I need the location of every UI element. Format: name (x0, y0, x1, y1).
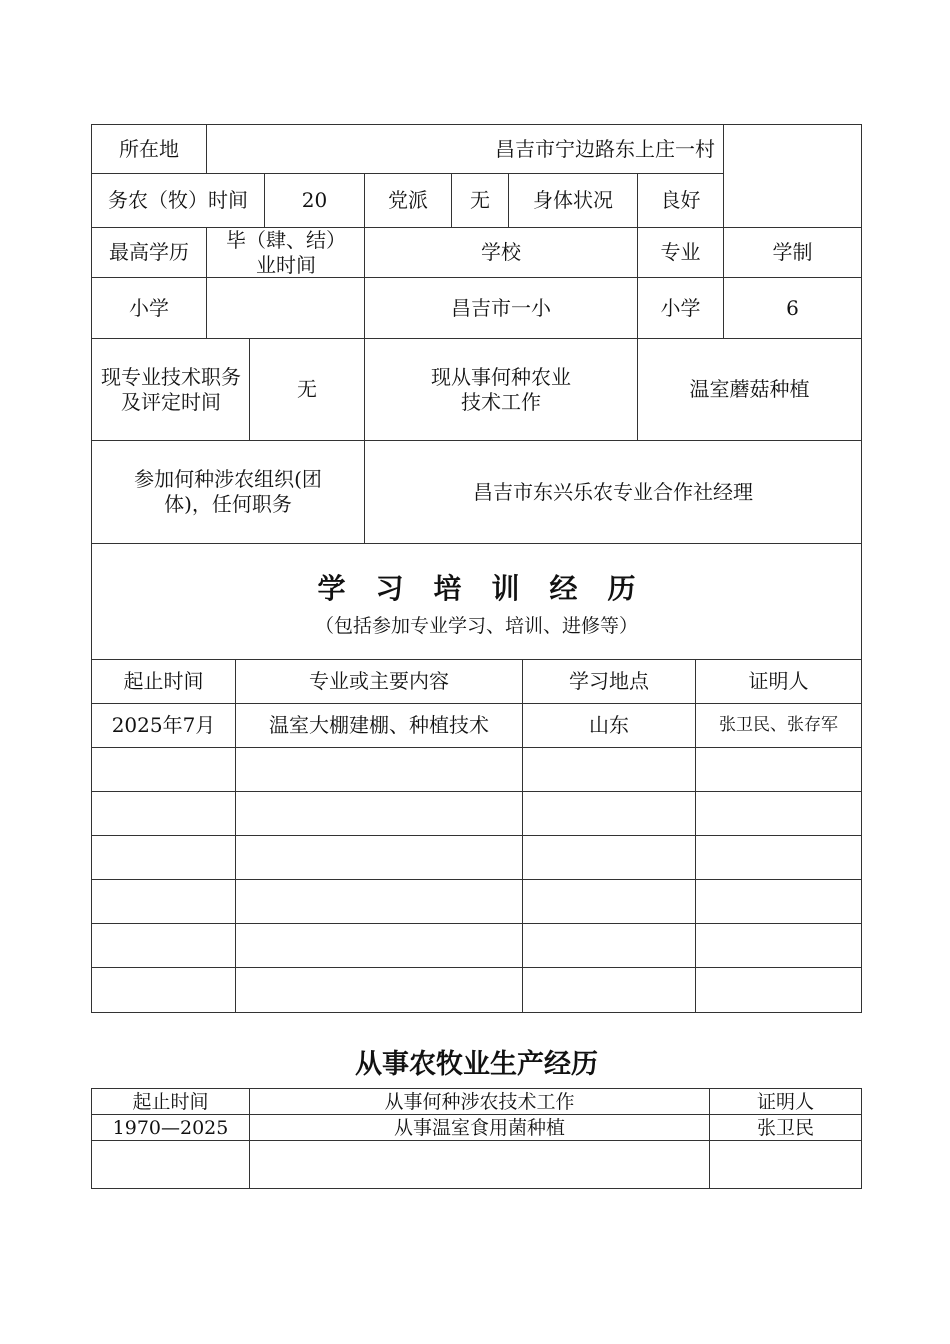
production-cell-period: 1970—2025 (112, 1116, 229, 1139)
organization-label: 参加何种涉农组织(团体)，任何职务 (134, 467, 322, 516)
professional-title-value: 无 (297, 377, 317, 401)
training-subtitle: （包括参加专业学习、培训、进修等） (314, 614, 638, 637)
current-work-value: 温室蘑菇种植 (689, 377, 810, 401)
graduation-time-value (207, 278, 364, 338)
health-label: 身体状况 (533, 188, 613, 212)
party-label: 党派 (388, 188, 428, 212)
education-value: 小学 (129, 295, 169, 320)
production-header-work: 从事何种涉农技术工作 (384, 1090, 575, 1113)
party-value: 无 (470, 188, 490, 212)
training-header-content: 专业或主要内容 (309, 669, 449, 693)
major-label: 专业 (660, 240, 701, 264)
school-label: 学校 (481, 240, 521, 264)
production-header-period: 起止时间 (132, 1090, 209, 1113)
location-value: 昌吉市宁边路东上庄一村 (495, 136, 715, 161)
farming-years-label: 务农（牧）时间 (108, 188, 248, 212)
production-cell-work: 从事温室食用菌种植 (393, 1116, 565, 1139)
current-work-label: 现从事何种农业技术工作 (431, 364, 571, 414)
training-cell-witness: 张卫民、张存军 (719, 715, 838, 735)
major-value: 小学 (660, 295, 701, 320)
duration-value: 6 (786, 295, 799, 320)
professional-title-label: 现专业技术职务及评定时间 (101, 364, 241, 414)
training-header-period: 起止时间 (123, 669, 204, 693)
location-label: 所在地 (119, 136, 179, 161)
duration-label: 学制 (772, 240, 813, 264)
training-cell-period: 2025年7月 (111, 713, 216, 737)
school-value: 昌吉市一小 (451, 295, 551, 320)
organization-value: 昌吉市东兴乐农专业合作社经理 (473, 479, 753, 504)
graduation-time-label: 毕（肆、结）业时间 (226, 227, 346, 277)
education-label: 最高学历 (109, 240, 189, 264)
training-title: 学习培训经历 (317, 571, 666, 605)
training-cell-place: 山东 (589, 713, 629, 737)
production-cell-witness: 张卫民 (756, 1116, 814, 1139)
training-cell-content: 温室大棚建棚、种植技术 (269, 713, 489, 737)
farming-years-value: 20 (301, 188, 328, 212)
training-header-witness: 证明人 (748, 669, 809, 693)
production-title: 从事农牧业生产经历 (355, 1048, 598, 1080)
production-header-witness: 证明人 (756, 1090, 814, 1113)
health-value: 良好 (660, 188, 701, 212)
training-header-place: 学习地点 (569, 669, 649, 693)
